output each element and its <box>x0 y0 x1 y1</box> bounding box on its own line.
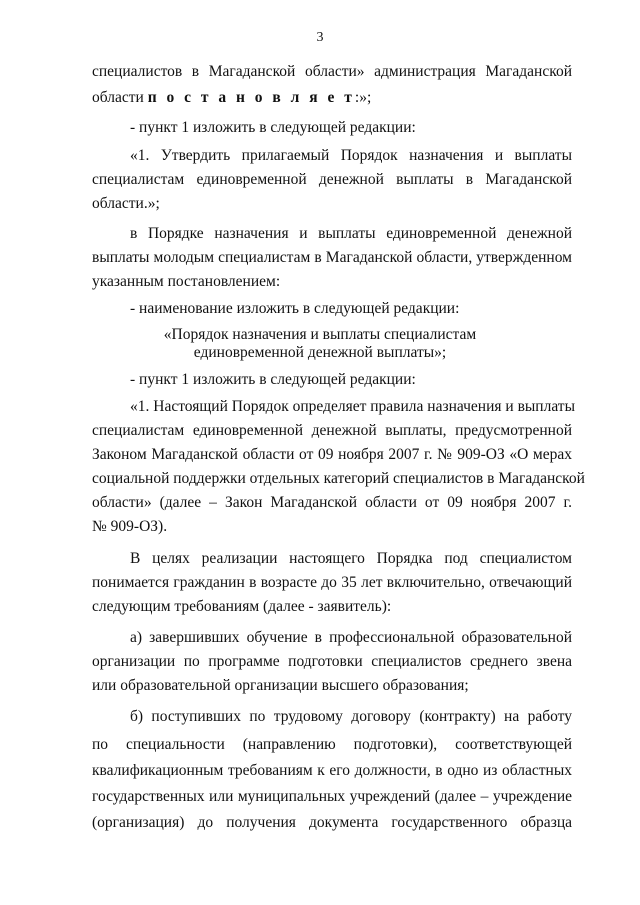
text-line: б) поступивших по трудовому договору (контракту) на работу <box>130 708 572 725</box>
text-line: понимается гражданин в возрасте до 35 лет включительно, отвечающий <box>92 574 572 591</box>
text-line-start: области <box>92 89 144 106</box>
text-line: специалистов в Магаданской области» администрация Магаданской <box>92 63 572 80</box>
text-line: «1. Настоящий Порядок определяет правила назначения и выплаты <box>130 398 575 415</box>
text-line: специалистам единовременной денежной выплаты в Магаданской <box>92 171 572 188</box>
text-line: квалификационным требованиям к его должности, в одно из областных <box>92 762 572 779</box>
text-line: указанным постановлением: <box>92 273 281 290</box>
text-line: государственных или муниципальных учреждений (далее – учреждение <box>92 788 572 805</box>
text-line: Законом Магаданской области от 09 ноября 2007 г. № 909-ОЗ «О мерах <box>92 446 572 463</box>
text-line: организации по программе подготовки специалистов среднего звена <box>92 653 572 670</box>
centered-title-line: «Порядок назначения и выплаты специалистам <box>163 326 477 343</box>
text-line: а) завершивших обучение в профессиональной образовательной <box>130 629 572 646</box>
text-line: области.»; <box>92 195 160 212</box>
text-line <box>92 88 572 108</box>
text-line: в Порядке назначения и выплаты единовременной денежной <box>130 225 572 242</box>
text-line-end: :»; <box>354 89 372 106</box>
text-line: следующим требованиям (далее - заявитель): <box>92 598 392 615</box>
text-line: «1. Утвердить прилагаемый Порядок назначения и выплаты <box>130 147 572 164</box>
bold-spaced-word: п о с т а н о в л я е т <box>147 89 355 106</box>
text-line: № 909-ОЗ). <box>92 518 168 535</box>
text-line: по специальности (направлению подготовки), соответствующей <box>92 736 572 753</box>
text-line: или образовательной организации высшего образования; <box>92 677 469 694</box>
text-line: В целях реализации настоящего Порядка под специалистом <box>130 550 572 567</box>
centered-title-line: единовременной денежной выплаты»; <box>193 344 447 361</box>
text-line: социальной поддержки отдельных категорий специалистов в Магаданской <box>92 470 585 487</box>
page-number: 3 <box>316 30 324 45</box>
text-line: - пункт 1 изложить в следующей редакции: <box>130 119 416 136</box>
text-line: выплаты молодым специалистам в Магаданской области, утвержденном <box>92 249 572 266</box>
text-line: специалистам единовременной денежной выплаты, предусмотренной <box>92 422 572 439</box>
text-line: - пункт 1 изложить в следующей редакции: <box>130 371 416 388</box>
text-line: - наименование изложить в следующей редакции: <box>130 300 460 317</box>
text-line: (организация) до получения документа государственного образца <box>92 814 572 831</box>
text-line: области» (далее – Закон Магаданской области от 09 ноября 2007 г. <box>92 494 572 511</box>
